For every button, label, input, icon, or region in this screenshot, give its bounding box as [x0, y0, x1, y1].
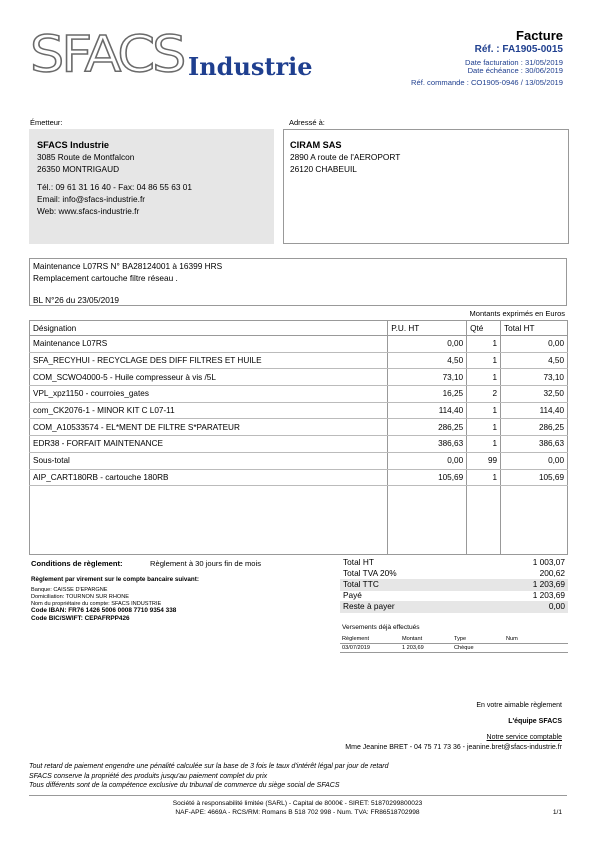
- closing-greeting: En votre aimable règlement: [476, 702, 562, 709]
- item-designation: EDR38 - FORFAIT MAINTENANCE: [30, 436, 388, 453]
- item-quantity: 1: [467, 352, 501, 369]
- recipient-address2: 26120 CHABEUIL: [290, 164, 357, 174]
- legal-note: Tout retard de paiement engendre une pénalité calculée sur la base de 3 fois le taux d'intérêt légal par jour de retard: [29, 763, 389, 770]
- total-value: 1 003,07: [532, 557, 565, 567]
- item-total: 4,50: [501, 352, 568, 369]
- payments-table: [340, 635, 568, 653]
- recipient-block: [290, 139, 400, 175]
- item-unit-price: 4,50: [388, 352, 467, 369]
- footer-registration: NAF-APE: 4669A - RCS/RM: Romans B 518 702 998 - Num. TVA: FR86518702998: [175, 809, 420, 816]
- item-total: 386,63: [501, 436, 568, 453]
- column-header: Total HT: [501, 321, 568, 336]
- table-empty-area: [30, 486, 568, 555]
- table-row: [30, 419, 568, 436]
- column-header: Qté: [467, 321, 501, 336]
- item-designation: VPL_xpz1150 - courroies_gates: [30, 386, 388, 403]
- table-row: [30, 352, 568, 369]
- item-total: 105,69: [501, 469, 568, 486]
- total-label: Reste à payer: [343, 601, 395, 611]
- item-total: 0,00: [501, 336, 568, 353]
- recipient-name: CIRAM SAS: [290, 140, 342, 150]
- item-quantity: 1: [467, 419, 501, 436]
- item-quantity: 1: [467, 402, 501, 419]
- issuer-label: Émetteur:: [30, 118, 63, 127]
- iban: Code IBAN: FR76 1426 5006 0008 7710 9354 338: [31, 607, 177, 615]
- item-quantity: 2: [467, 386, 501, 403]
- invoice-reference: Réf. : FA1905-0015: [474, 44, 563, 55]
- issuer-web: Web: www.sfacs-industrie.fr: [37, 206, 140, 216]
- issuer-email: Email: info@sfacs-industrie.fr: [37, 194, 146, 204]
- invoice-lines-table: [29, 320, 568, 555]
- item-unit-price: 73,10: [388, 369, 467, 386]
- legal-notes: [29, 762, 388, 791]
- issuer-phone: Tél.: 09 61 31 16 40 - Fax: 04 86 55 63 01: [37, 182, 192, 192]
- item-designation: Maintenance L07RS: [30, 336, 388, 353]
- bank-details: [31, 587, 176, 623]
- item-designation: Sous-total: [30, 452, 388, 469]
- payment-number: [504, 644, 568, 653]
- payment-terms-value: Règlement à 30 jours fin de mois: [150, 559, 262, 568]
- payment-row: [340, 644, 568, 653]
- item-total: 114,40: [501, 402, 568, 419]
- table-header-row: [30, 321, 568, 336]
- recipient-address1: 2890 A route de l'AEROPORT: [290, 152, 401, 162]
- item-designation: AIP_CART180RB - cartouche 180RB: [30, 469, 388, 486]
- column-header: P.U. HT: [388, 321, 467, 336]
- company-logo: SFACS: [30, 25, 184, 84]
- item-unit-price: 114,40: [388, 402, 467, 419]
- accounting-service: Notre service comptable: [486, 734, 562, 741]
- payments-header-row: [340, 635, 568, 644]
- recipient-label: Adressé à:: [289, 118, 325, 127]
- issuer-address2: 26350 MONTRIGAUD: [37, 164, 120, 174]
- column-header: Règlement: [340, 635, 400, 644]
- footer-company-info: Société à responsabilité limitée (SARL) - Capital de 8000€ - SIRET: 51870299800023: [172, 800, 423, 807]
- item-unit-price: 0,00: [388, 336, 467, 353]
- order-reference: Réf. commande : CO1905-0946 / 13/05/2019: [411, 78, 563, 87]
- team-signature: L'équipe SFACS: [508, 718, 562, 725]
- item-quantity: 1: [467, 436, 501, 453]
- legal-note: SFACS conserve la propriété des produits jusqu'au paiement complet du prix: [29, 772, 268, 780]
- total-tva-row: [340, 568, 568, 580]
- payment-amount: 1 203,69: [400, 644, 452, 653]
- table-row: [30, 436, 568, 453]
- table-row: [30, 469, 568, 486]
- item-designation: COM_SCWO4000-5 - Huile compresseur à vis /5L: [30, 369, 388, 386]
- table-row: [30, 336, 568, 353]
- payment-type: Chèque: [452, 644, 504, 653]
- total-value: 200,62: [539, 568, 565, 578]
- table-row: [30, 402, 568, 419]
- column-header: Désignation: [30, 321, 388, 336]
- item-unit-price: 0,00: [388, 452, 467, 469]
- item-quantity: 1: [467, 369, 501, 386]
- payment-date: 03/07/2019: [340, 644, 400, 653]
- total-label: Total TVA 20%: [343, 568, 397, 578]
- total-label: Payé: [343, 590, 362, 600]
- column-header: Num: [504, 635, 568, 644]
- item-unit-price: 386,63: [388, 436, 467, 453]
- bank-transfer-title: Règlement par virement sur le compte bancaire suivant:: [31, 576, 199, 583]
- company-logo-subtitle: Industrie: [188, 52, 313, 81]
- page-number: 1/1: [552, 809, 562, 816]
- table-row: [30, 452, 568, 469]
- accounting-contact: Mme Jeanine BRET - 04 75 71 73 36 - jeanine.bret@sfacs-industrie.fr: [345, 744, 562, 751]
- item-unit-price: 16,25: [388, 386, 467, 403]
- payment-terms-label: Conditions de règlement:: [31, 559, 123, 568]
- item-total: 32,50: [501, 386, 568, 403]
- invoice-description: [29, 258, 567, 306]
- issuer-address1: 3085 Route de Montfalcon: [37, 152, 135, 162]
- description-line: BL N°26 du 23/05/2019: [33, 295, 120, 305]
- column-header: Montant: [400, 635, 452, 644]
- description-line: Remplacement cartouche filtre réseau .: [33, 272, 178, 283]
- item-designation: SFA_RECYHUI - RECYCLAGE DES DIFF FILTRES ET HUILE: [30, 352, 388, 369]
- item-quantity: 99: [467, 452, 501, 469]
- column-header: Type: [452, 635, 504, 644]
- footer-divider: [29, 795, 567, 796]
- issuer-name: SFACS Industrie: [37, 140, 109, 150]
- total-label: Total TTC: [343, 579, 379, 589]
- document-title: Facture: [516, 28, 563, 43]
- total-value: 1 203,69: [532, 579, 565, 589]
- due-date: Date échéance : 30/06/2019: [467, 66, 563, 75]
- item-total: 73,10: [501, 369, 568, 386]
- legal-note: Tous différents sont de la compétence exclusive du tribunal de commerce du siège social de SFACS: [29, 782, 340, 789]
- payments-title: Versements déjà effectués: [342, 624, 420, 631]
- item-quantity: 1: [467, 336, 501, 353]
- total-value: 1 203,69: [532, 590, 565, 600]
- item-unit-price: 286,25: [388, 419, 467, 436]
- table-row: [30, 386, 568, 403]
- bank-name: Banque: CAISSE D'EPARGNE: [31, 587, 108, 593]
- paid-row: [340, 590, 568, 602]
- item-quantity: 1: [467, 469, 501, 486]
- total-ttc-row: [340, 579, 568, 591]
- bank-domiciliation: Domiciliation: TOURNON SUR RHONE: [31, 593, 130, 600]
- remaining-row: [340, 601, 568, 613]
- item-total: 286,25: [501, 419, 568, 436]
- item-total: 0,00: [501, 452, 568, 469]
- item-designation: COM_A10533574 - EL*MENT DE FILTRE S*PARATEUR: [30, 419, 388, 436]
- account-owner: Nom du propriétaire du compte: SFACS INDUSTRIE: [31, 600, 162, 607]
- item-unit-price: 105,69: [388, 469, 467, 486]
- total-ht-row: [340, 557, 568, 569]
- total-value: 0,00: [548, 601, 565, 611]
- total-label: Total HT: [343, 557, 374, 567]
- bic: Code BIC/SWIFT: CEPAFRPP426: [31, 615, 130, 623]
- invoice-date: Date facturation : 31/05/2019: [465, 58, 563, 67]
- issuer-block: [37, 139, 192, 217]
- item-designation: com_CK2076-1 - MINOR KIT C L07-11: [30, 402, 388, 419]
- table-row: [30, 369, 568, 386]
- description-line: Maintenance L07RS N° BA28124001 à 16399 HRS: [33, 261, 223, 271]
- currency-note: Montants exprimés en Euros: [469, 309, 565, 318]
